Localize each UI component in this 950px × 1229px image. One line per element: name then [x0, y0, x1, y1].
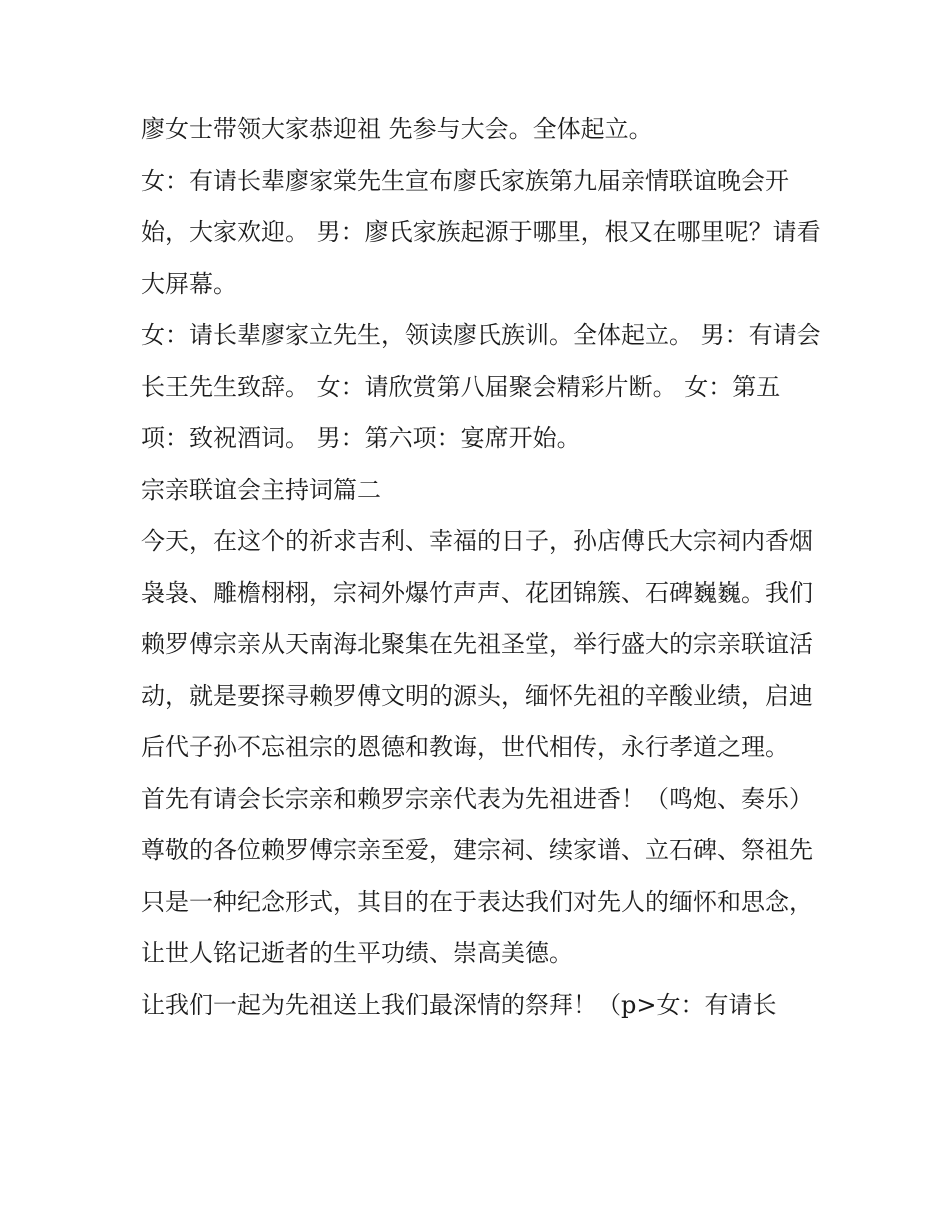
paragraph-7: 尊敬的各位赖罗傅宗亲至爱，建宗祠、续家谱、立石碑、祭祖先只是一种纪念形式，其目的在于表达我们对先人的缅怀和思念，让世人铭记逝者的生平功绩、崇高美德。	[141, 836, 813, 967]
paragraph-5: 今天，在这个的祈求吉利、幸福的日子，孙店傅氏大宗祠内香烟袅袅、雕檐栩栩，宗祠外爆竹声声、花团锦簇、石碑巍巍。我们赖罗傅宗亲从天南海北聚集在先祖圣堂，举行盛大的宗亲联谊活动，就是要探寻赖罗傅文明的源头，缅怀先祖的辛酸业绩，启迪后代子孙不忘祖宗的恩德和教诲，世代相传，永行孝道之理。	[141, 527, 813, 761]
paragraph-2: 女：有请长辈廖家棠先生宣布廖氏家族第九届亲情联谊晚会开始，大家欢迎。 男：廖氏家族起源于哪里，根又在哪里呢？请看大屏幕。	[141, 166, 821, 298]
paragraph-6: 首先有请会长宗亲和赖罗宗亲代表为先祖进香！（鸣炮、奏乐）	[141, 784, 813, 813]
paragraph-1: 廖女士带领大家恭迎祖 先参与大会。全体起立。	[141, 115, 653, 143]
section-heading: 宗亲联谊会主持词篇二	[141, 475, 381, 504]
paragraph-8: 让我们一起为先祖送上我们最深情的祭拜！（p>女：有请长	[141, 990, 777, 1019]
paragraph-3: 女：请长辈廖家立先生，领读廖氏族训。全体起立。 男：有请会长王先生致辞。 女：请欣赏第八届聚会精彩片断。 女：第五项：致祝酒词。 男：第六项：宴席开始。	[141, 321, 821, 452]
document-body	[141, 104, 821, 1031]
